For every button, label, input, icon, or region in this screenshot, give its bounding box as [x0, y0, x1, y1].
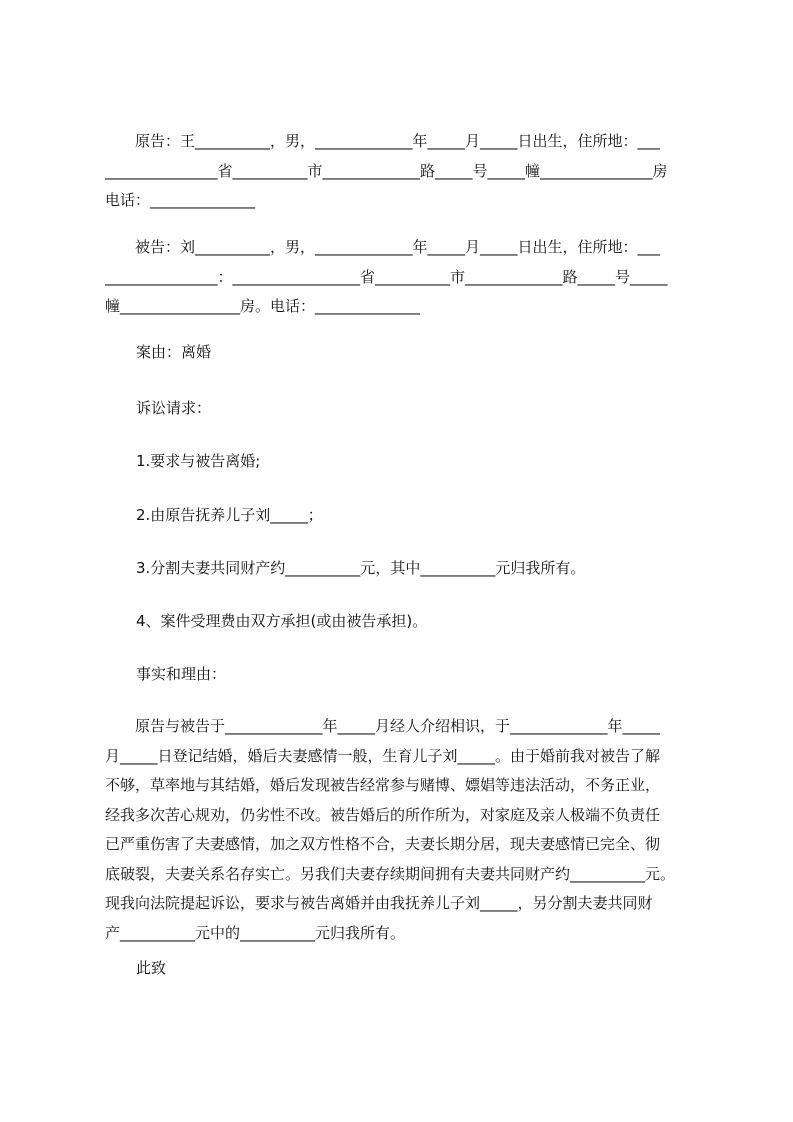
claims-heading: 诉讼请求：	[136, 399, 212, 417]
plaintiff-line: 电话：______________	[105, 191, 256, 209]
facts-line: 原告与被告于_____________年_____月经人介绍相识，于_____________年_____	[105, 717, 661, 735]
defendant-line: 幢________________房。电话：______________	[105, 297, 421, 315]
facts-line: 不够，草率地与其结婚，婚后发现被告经常参与赌博、嫖娼等违法活动，不务正业，	[105, 776, 661, 794]
facts-line: 底破裂，夫妻关系名存实亡。另我们夫妻存续期间拥有夫妻共同财产约__________元。	[105, 864, 676, 883]
plaintiff-line: 原告：王__________，男，_____________年_____月_____日出生，住所地：___	[105, 132, 661, 150]
defendant-line: _______________：_________________省__________市_____________路_____号_____	[105, 267, 668, 286]
facts-heading: 事实和理由：	[136, 665, 227, 683]
plaintiff-paragraph	[105, 127, 701, 216]
facts-line: 产__________元中的__________元归我所有。	[105, 923, 406, 942]
claim-item: 4、案件受理费由双方承担(或由被告承担)。	[136, 612, 428, 630]
claim-item: 1.要求与被告离婚;	[136, 452, 261, 470]
facts-line: 已严重伤害了夫妻感情，加之双方性格不合，夫妻长期分居，现夫妻感情已完全、彻	[105, 835, 661, 853]
facts-line: 现我向法院提起诉讼，要求与被告离婚并由我抚养儿子刘_____，另分割夫妻共同财	[105, 894, 653, 912]
closing-salutation: 此致	[136, 959, 167, 977]
facts-line: 经我多次苦心规劝，仍劣性不改。被告婚后的所作所为，对家庭及亲人极端不负责任	[105, 805, 661, 824]
plaintiff-line: _______________省__________市_____________路_____号_____幢_______________房	[105, 161, 668, 180]
defendant-line: 被告：刘__________，男，_____________年_____月_____日出生，住所地：___	[105, 238, 661, 256]
claim-item: 2.由原告抚养儿子刘_____；	[136, 506, 323, 524]
claim-item: 3.分割夫妻共同财产约__________元，其中__________元归我所有。	[136, 559, 586, 577]
facts-line: 月_____日登记结婚，婚后夫妻感情一般，生育儿子刘_____。由于婚前我对被告了解	[105, 746, 661, 765]
defendant-paragraph	[105, 233, 701, 322]
facts-paragraph	[105, 712, 701, 948]
case-cause: 案由：离婚	[136, 343, 212, 361]
